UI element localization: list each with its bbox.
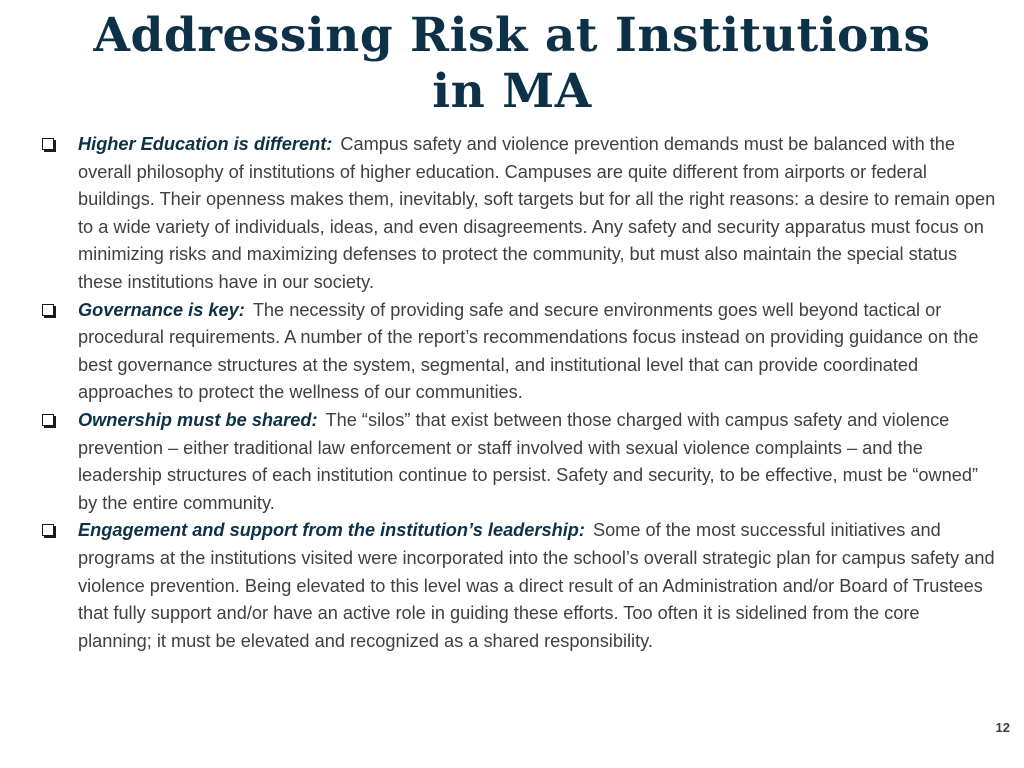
- bullet-heading: Higher Education is different:: [78, 134, 333, 154]
- bullet-text: Some of the most successful initiatives and programs at the institutions visited were incorporated into the school’s overall strategic plan for campus safety and violence prevention. Being elevated to this level was a direct result of an Administration and/or Board of Trustees that fully support and/or have an active role in guiding these efforts. Too often it is sidelined from the core planning; it must be elevated and recognized as a shared responsibility.: [78, 520, 995, 651]
- bullet-item-ownership: [40, 407, 998, 517]
- bullet-heading: Ownership must be shared:: [78, 409, 318, 430]
- bullet-heading: Governance is key:: [78, 299, 245, 320]
- bullet-list: [40, 131, 998, 655]
- bullet-item-higher-education: [40, 131, 998, 297]
- checkbox-bullet-icon: [42, 304, 54, 316]
- checkbox-bullet-icon: [42, 524, 54, 536]
- bullet-text: The “silos” that exist between those charged with campus safety and violence prevention – either traditional law enforcement or staff involved with sexual violence complaints – and the leadership structures of each institution continue to persist. Safety and security, to be effective, must be “owned” by the entire community.: [78, 409, 979, 513]
- slide-title: Addressing Risk at Institutions in MA: [93, 8, 931, 119]
- bullet-item-governance: [40, 297, 998, 407]
- bullet-text: The necessity of providing safe and secure environments goes well beyond tactical or procedural requirements. A number of the report’s recommendations focus instead on providing guidance on the best governance structures at the system, segmental, and institutional level that can provide coordinated approaches to protect the wellness of our communities.: [78, 299, 979, 403]
- checkbox-bullet-icon: [42, 138, 54, 150]
- bullet-text: Campus safety and violence prevention demands must be balanced with the overall philosophy of institutions of higher education. Campuses are quite different from airports or federal buildings. Their openness makes them, inevitably, soft targets but for all the right reasons: a desire to remain open to a wide variety of individuals, ideas, and even disagreements. Any safety and security apparatus must focus on minimizing risks and maximizing defenses to protect the community, but must also maintain the special status these institutions have in our society.: [78, 134, 996, 292]
- page-number: 12: [995, 720, 1010, 735]
- checkbox-bullet-icon: [42, 414, 54, 426]
- bullet-item-engagement: [40, 517, 998, 655]
- bullet-heading: Engagement and support from the institution’s leadership:: [78, 520, 585, 541]
